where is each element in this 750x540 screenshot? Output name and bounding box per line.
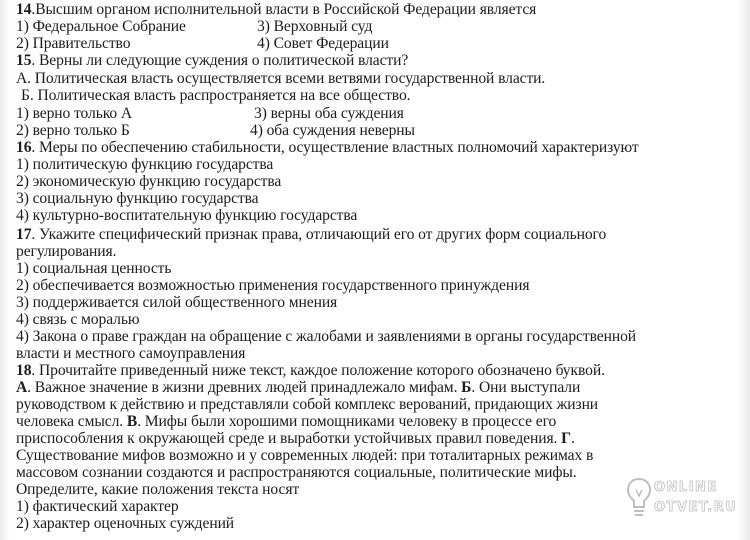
q16-number: 16 bbox=[16, 139, 32, 156]
q18-text: . Прочитайте приведенный ниже текст, каждое положение которого обозначено буквой. bbox=[31, 362, 605, 379]
q17-text-1: . Укажите специфический признак права, отличающий его от других форм социального bbox=[31, 226, 607, 243]
q15-option-4: 4) оба суждения неверны bbox=[250, 122, 415, 139]
q15-option-1: 1) верно только А bbox=[16, 105, 133, 122]
q16-stem bbox=[16, 140, 639, 156]
q18-passage-line-5: Существование мифов возможно и у современных людей: при тоталитарных режимах в bbox=[16, 447, 594, 464]
q15-options-row1 bbox=[16, 105, 404, 122]
q18-label-b: Б bbox=[461, 379, 472, 396]
q14-option-2: 2) Правительство bbox=[16, 35, 131, 52]
q18-label-g: Г bbox=[561, 430, 571, 447]
q17-option-2: 2) обеспечивается возможностью применения государственного принуждения bbox=[16, 277, 530, 294]
q18-passage-line-4 bbox=[16, 431, 575, 447]
q14-number: 14 bbox=[16, 1, 32, 18]
q14-stem bbox=[16, 2, 536, 18]
q15-option-3: 3) верны оба суждения bbox=[254, 105, 404, 122]
q14-options-row2 bbox=[16, 35, 389, 52]
q16-text: . Меры по обеспечению стабильности, осуществление властных полномочий характеризуют bbox=[31, 139, 639, 156]
q17-number: 17 bbox=[16, 226, 32, 243]
q17-text-2: регулирования. bbox=[16, 243, 117, 260]
q14-text: .Высшим органом исполнительной власти в Российской Федерации является bbox=[31, 1, 537, 18]
watermark-line-2: OTVET.RU bbox=[654, 500, 738, 515]
q15-text: . Верны ли следующие суждения о политической власти? bbox=[31, 52, 409, 69]
q18-passage-text-3: человека смысл. bbox=[16, 413, 127, 430]
q18-number: 18 bbox=[16, 362, 32, 379]
q18-passage-text-1: . Важное значение в жизни древних людей принадлежало мифам. bbox=[27, 379, 462, 396]
q16-option-3: 3) социальную функцию государства bbox=[16, 190, 259, 207]
q15-options-row2 bbox=[16, 122, 415, 139]
q18-passage-text-2: . Они выступали bbox=[471, 379, 581, 396]
q17-stem bbox=[16, 227, 606, 243]
watermark bbox=[626, 468, 746, 536]
q17-option-4: 4) связь с моралью bbox=[16, 311, 140, 328]
q18-task: Определите, какие положения текста носят bbox=[16, 481, 300, 498]
q15-statement-a: А. Политическая власть осуществляется всеми ветвями государственной власти. bbox=[16, 70, 546, 87]
q14-option-3: 3) Верховный суд bbox=[257, 18, 373, 35]
q18-label-v: В bbox=[126, 413, 138, 430]
q16-option-2: 2) экономическую функцию государства bbox=[16, 173, 282, 190]
q17-option-3: 3) поддерживается силой общественного мнения bbox=[16, 294, 338, 311]
q18-passage-line-3 bbox=[16, 414, 556, 430]
q14-option-4: 4) Совет Федерации bbox=[257, 35, 389, 52]
q16-option-4: 4) культурно-воспитательную функцию государства bbox=[16, 207, 358, 224]
lightbulb-icon bbox=[626, 476, 652, 524]
q14-options-row1 bbox=[16, 18, 373, 35]
q18-passage-line-6: массовом сознании создаются и распространяются социальные, политические мифы. bbox=[16, 464, 577, 481]
q18-passage-line-1 bbox=[16, 380, 580, 396]
q15-option-2: 2) верно только Б bbox=[16, 122, 130, 139]
q15-stem bbox=[16, 53, 408, 69]
watermark-line-1: ONLINE bbox=[654, 480, 718, 495]
q17-option-1: 1) социальная ценность bbox=[16, 260, 172, 277]
q18-passage-text-5: приспособления к окружающей среде и выработки устойчивых правил поведения. bbox=[16, 430, 562, 447]
q18-label-a: А bbox=[16, 379, 28, 396]
q17-option-5-line2: власти и местного самоуправления bbox=[16, 345, 246, 362]
q18-passage-line-2: руководством к действию и представляли собой комплекс верований, придающих жизни bbox=[16, 396, 599, 413]
q18-passage-text-6: . bbox=[570, 430, 575, 447]
q17-option-5-line1: 4) Закона о праве граждан на обращение с жалобами и заявлениями в органы государственной bbox=[16, 328, 637, 345]
q15-statement-b: Б. Политическая власть распространяется на все общество. bbox=[21, 87, 411, 104]
q16-option-1: 1) политическую функцию государства bbox=[16, 156, 274, 173]
q18-stem bbox=[16, 363, 605, 379]
q14-option-1: 1) Федеральное Собрание bbox=[16, 18, 186, 35]
q18-option-1: 1) фактический характер bbox=[16, 498, 179, 515]
q15-number: 15 bbox=[16, 52, 32, 69]
q18-option-2: 2) характер оценочных суждений bbox=[16, 515, 235, 532]
q18-passage-text-4: . Мифы были хорошими помощниками человеку в процессе его bbox=[137, 413, 557, 430]
